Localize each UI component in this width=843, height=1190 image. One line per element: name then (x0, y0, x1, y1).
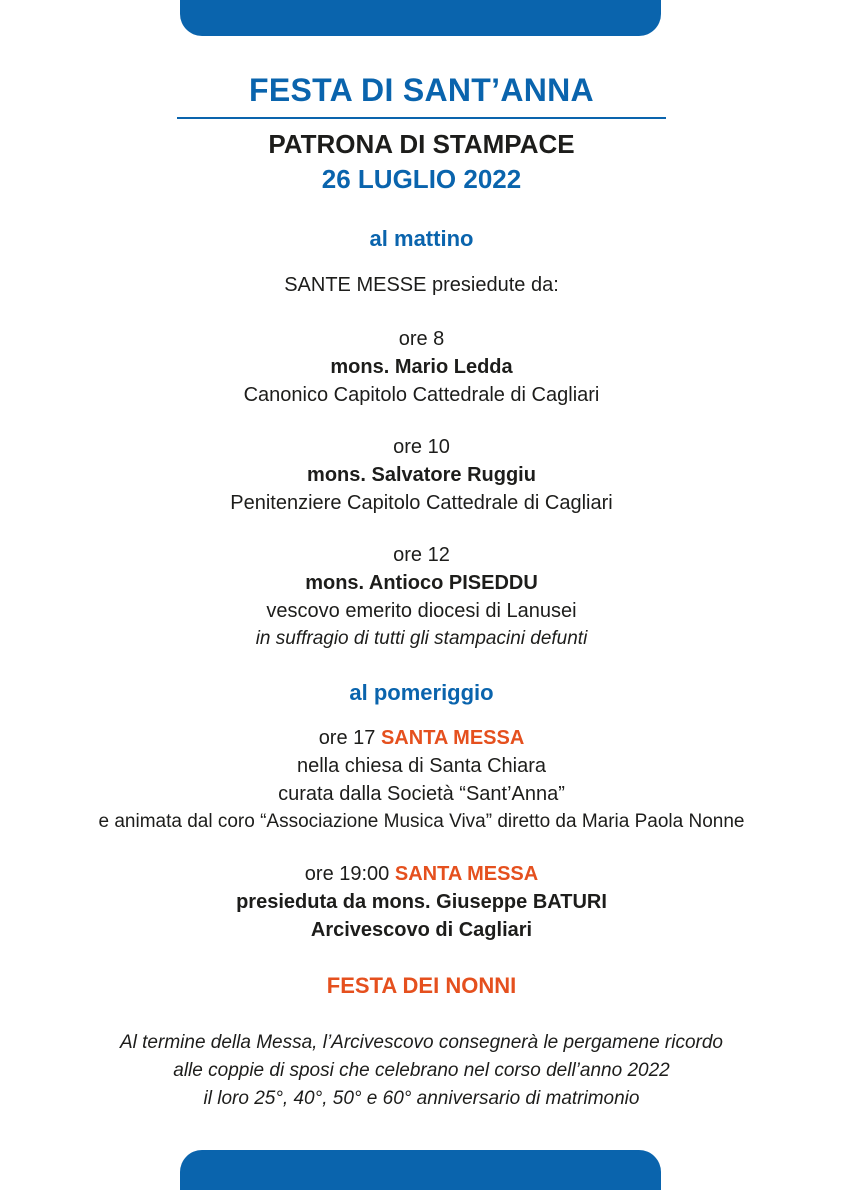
mass-block-8 (0, 325, 843, 409)
mass-celebrant: mons. Mario Ledda (330, 356, 513, 378)
mass-block-19 (0, 860, 843, 944)
mass-block-17 (0, 724, 843, 836)
top-decorative-bar (180, 0, 661, 36)
mass-block-10 (0, 433, 843, 517)
mass-role: Penitenziere Capitolo Cattedrale di Cagliari (230, 492, 613, 514)
mass-label: SANTA MESSA (394, 863, 539, 885)
subtitle-block (0, 127, 843, 197)
mass-celebrant: mons. Antioco PISEDDU (305, 572, 538, 594)
subtitle: PATRONA DI STAMPACE (268, 129, 575, 159)
page-title: FESTA DI SANT’ANNA (249, 72, 594, 108)
mass-location: nella chiesa di Santa Chiara (296, 755, 547, 777)
mass-choir: e animata dal coro “Associazione Musica Viva” diretto da Maria Paola Nonne (98, 811, 745, 832)
mass-role: Arcivescovo di Cagliari (310, 919, 533, 941)
mass-role: Canonico Capitolo Cattedrale di Cagliari (243, 384, 600, 406)
mass-block-12 (0, 541, 843, 653)
mass-time: ore 12 (393, 544, 450, 566)
grandparents-line: alle coppie di sposi che celebrano nel corso dell’anno 2022 (173, 1060, 670, 1081)
mass-time: ore 19:00 (304, 863, 390, 885)
morning-intro: SANTE MESSE presiedute da: (284, 274, 559, 296)
mass-celebrant: mons. Salvatore Ruggiu (307, 464, 536, 486)
afternoon-heading: al pomeriggio (349, 680, 494, 705)
grandparents-heading: FESTA DEI NONNI (326, 973, 517, 998)
mass-header-line (0, 860, 843, 888)
grandparents-line: il loro 25°, 40°, 50° e 60° anniversario di matrimonio (203, 1088, 640, 1109)
mass-label: SANTA MESSA (380, 727, 525, 749)
title-underline (177, 117, 666, 119)
bottom-decorative-bar (180, 1150, 661, 1190)
mass-note: in suffragio di tutti gli stampacini defunti (255, 628, 588, 649)
event-date: 26 LUGLIO 2022 (321, 164, 522, 194)
mass-time: ore 8 (398, 328, 445, 350)
mass-celebrant: presieduta da mons. Giuseppe BATURI (236, 891, 607, 913)
mass-role: vescovo emerito diocesi di Lanusei (266, 600, 577, 622)
morning-heading: al mattino (369, 226, 474, 251)
mass-time: ore 10 (393, 436, 450, 458)
grandparents-text (0, 1029, 843, 1113)
grandparents-line: Al termine della Messa, l’Arcivescovo consegnerà le pergamene ricordo (119, 1032, 723, 1053)
mass-time: ore 17 (318, 727, 376, 749)
mass-header-line (0, 724, 843, 752)
mass-organizer: curata dalla Società “Sant’Anna” (278, 783, 565, 805)
